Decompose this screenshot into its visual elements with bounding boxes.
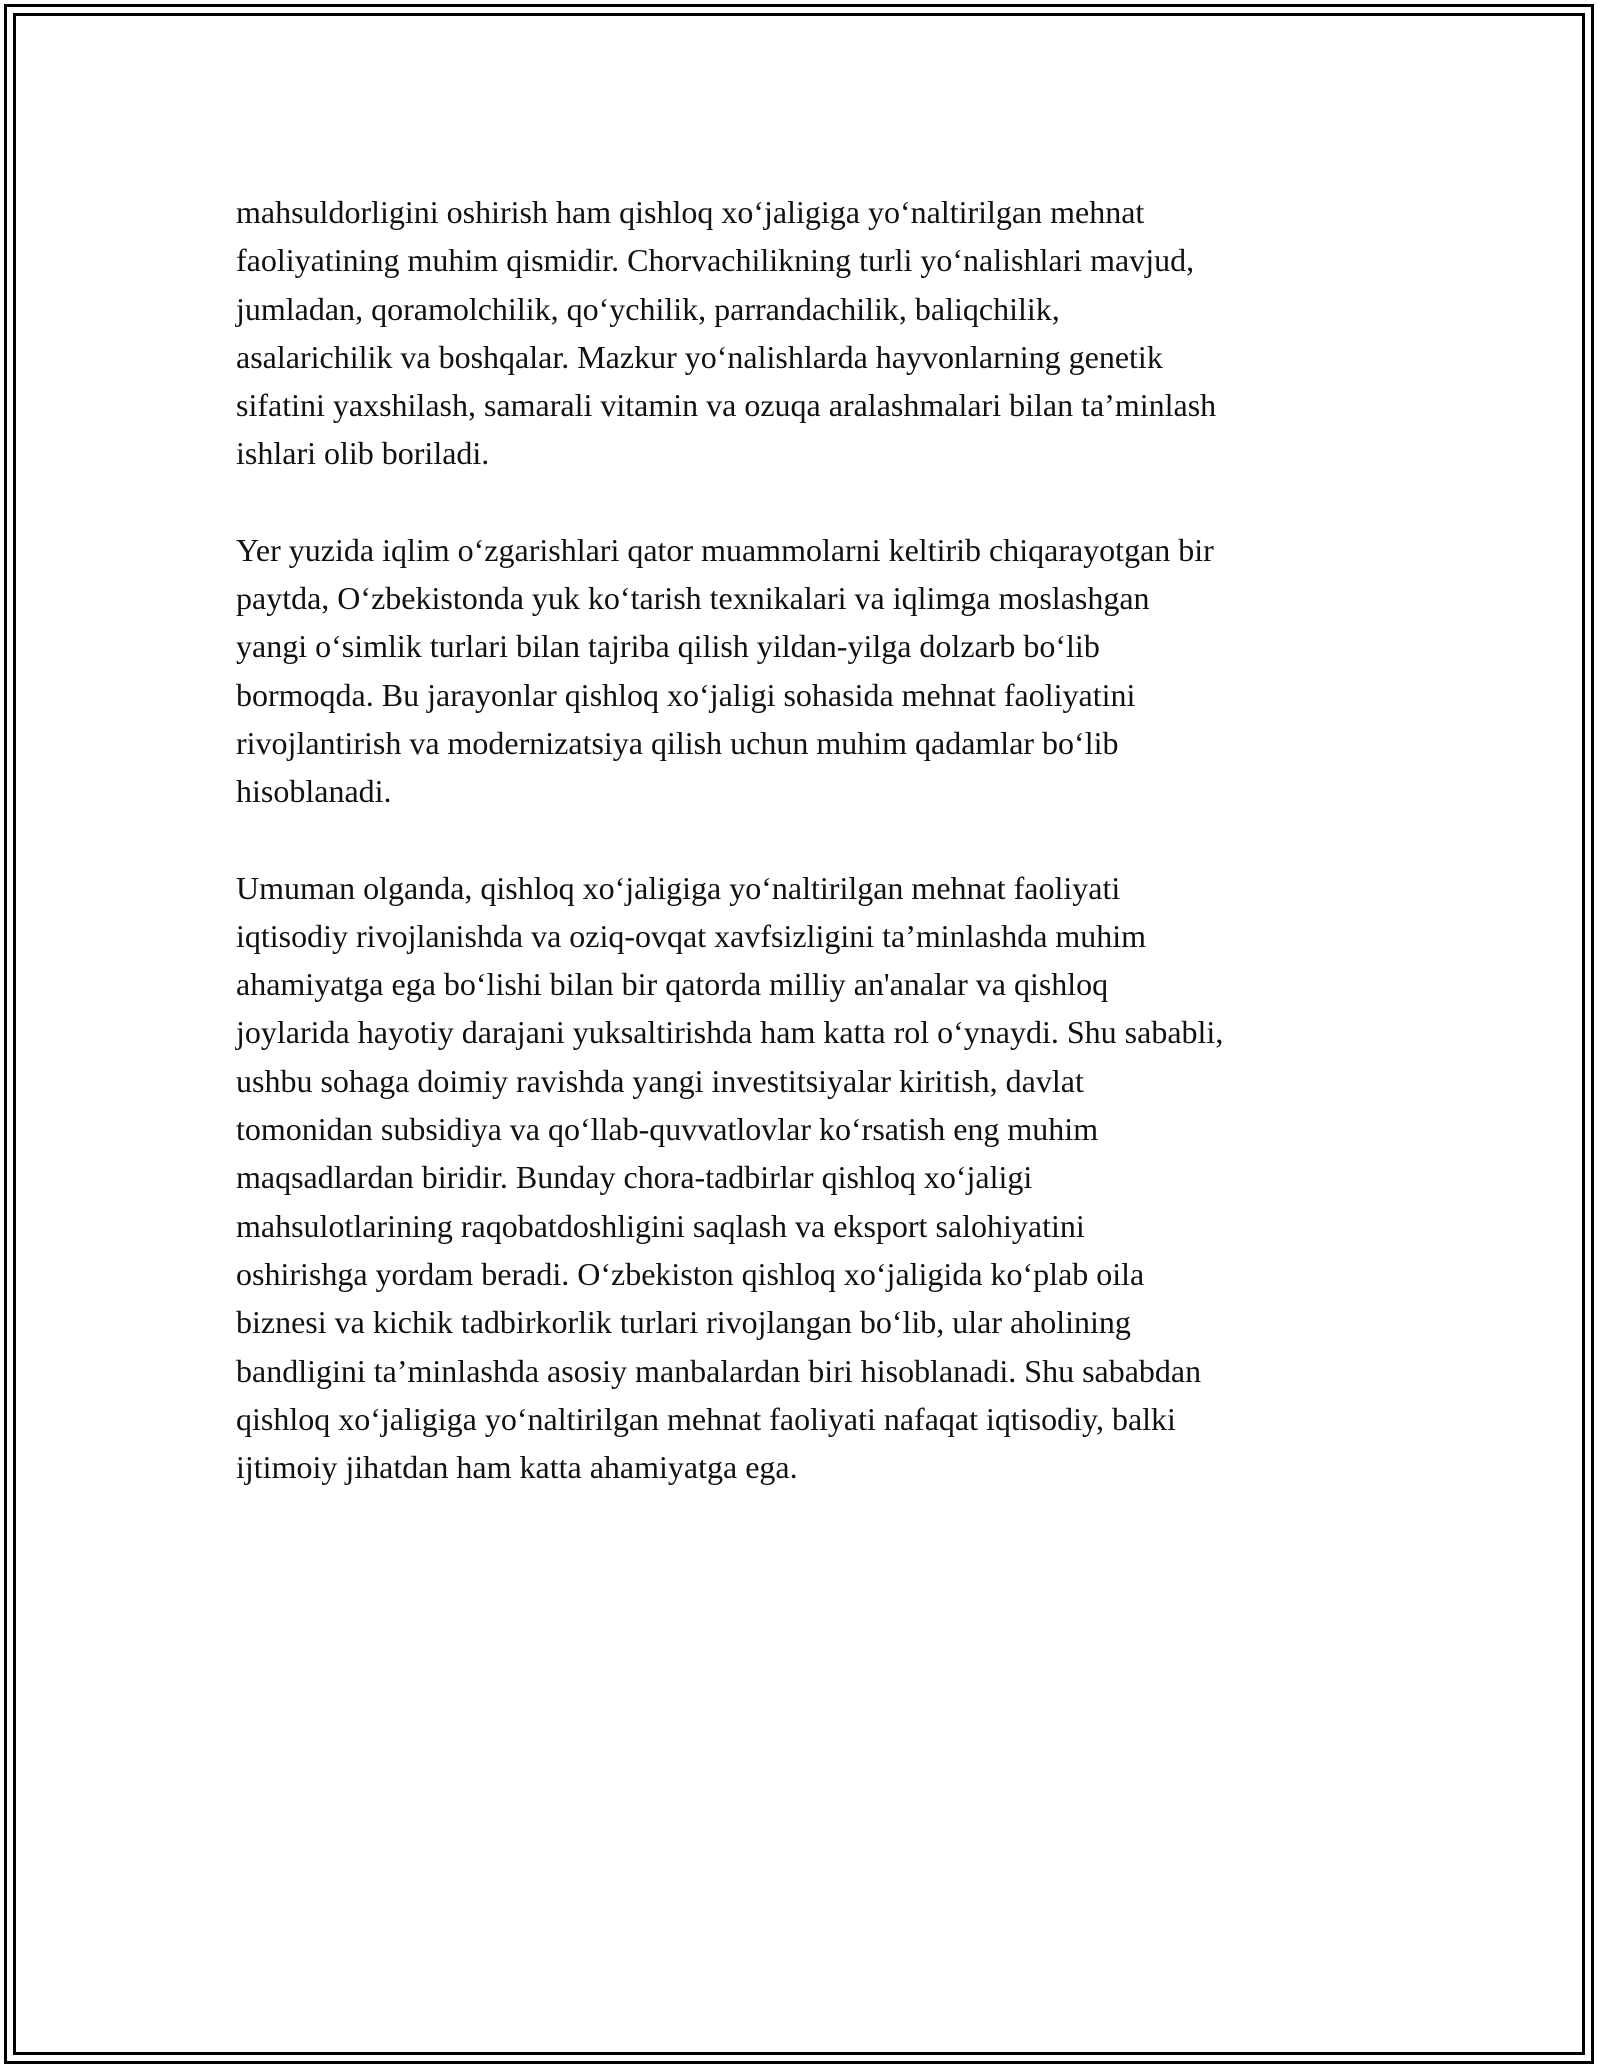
paragraph-climate-change: Yer yuzida iqlim o‘zgarishlari qator muammolarni keltirib chiqarayotgan bir paytda, O‘zbekistonda yuk ko‘tarish texnikalari va iqlimga moslashgan yangi o‘simlik turlari bilan tajriba qilish yildan-yilga dolzarb bo‘lib bormoqda. Bu jarayonlar qishloq xo‘jaligi sohasida mehnat faoliyatini rivojlantirish va modernizatsiya qilish uchun muhim qadamlar bo‘lib hisoblanadi.: [236, 531, 1214, 810]
paragraph-livestock: mahsuldorligini oshirish ham qishloq xo‘jaligiga yo‘naltirilgan mehnat faoliyatining muhim qismidir. Chorvachilikning turli yo‘nalishlari mavjud, jumladan, qoramolchilik, qo‘ychilik, parrandachilik, baliqchilik, asalarichilik va boshqalar. Mazkur yo‘nalishlarda hayvonlarning genetik sifatini yaxshilash, samarali vitamin va ozuqa aralashmalari bilan ta’minlash ishlari olib boriladi.: [236, 194, 1217, 472]
paragraph-conclusion: Umuman olganda, qishloq xo‘jaligiga yo‘naltirilgan mehnat faoliyati iqtisodiy rivojlanishda va oziq-ovqat xavfsizligini ta’minlashda muhim ahamiyatga ega bo‘lishi bilan bir qatorda milliy an'analar va qishloq joylarida hayotiy darajani yuksaltirishda ham katta rol o‘ynaydi. Shu sababli, ushbu sohaga doimiy ravishda yangi investitsiyalar kiritish, davlat tomonidan subsidiya va qo‘llab-quvvatlovlar ko‘rsatish eng muhim maqsadlardan biridir. Bunday chora-tadbirlar qishloq xo‘jaligi mahsulotlarining raqobatdoshligini saqlash va eksport salohiyatini oshirishga yordam beradi. O‘zbekiston qishloq xo‘jaligida ko‘plab oila biznesi va kichik tadbirkorlik turlari rivojlangan bo‘lib, ular aholining bandligini ta’minlashda asosiy manbalardan biri hisoblanadi. Shu sababdan qishloq xo‘jaligiga yo‘naltirilgan mehnat faoliyati nafaqat iqtisodiy, balki ijtimoiy jihatdan ham katta ahamiyatga ega.: [236, 869, 1224, 1486]
document-body: [236, 188, 1376, 1539]
